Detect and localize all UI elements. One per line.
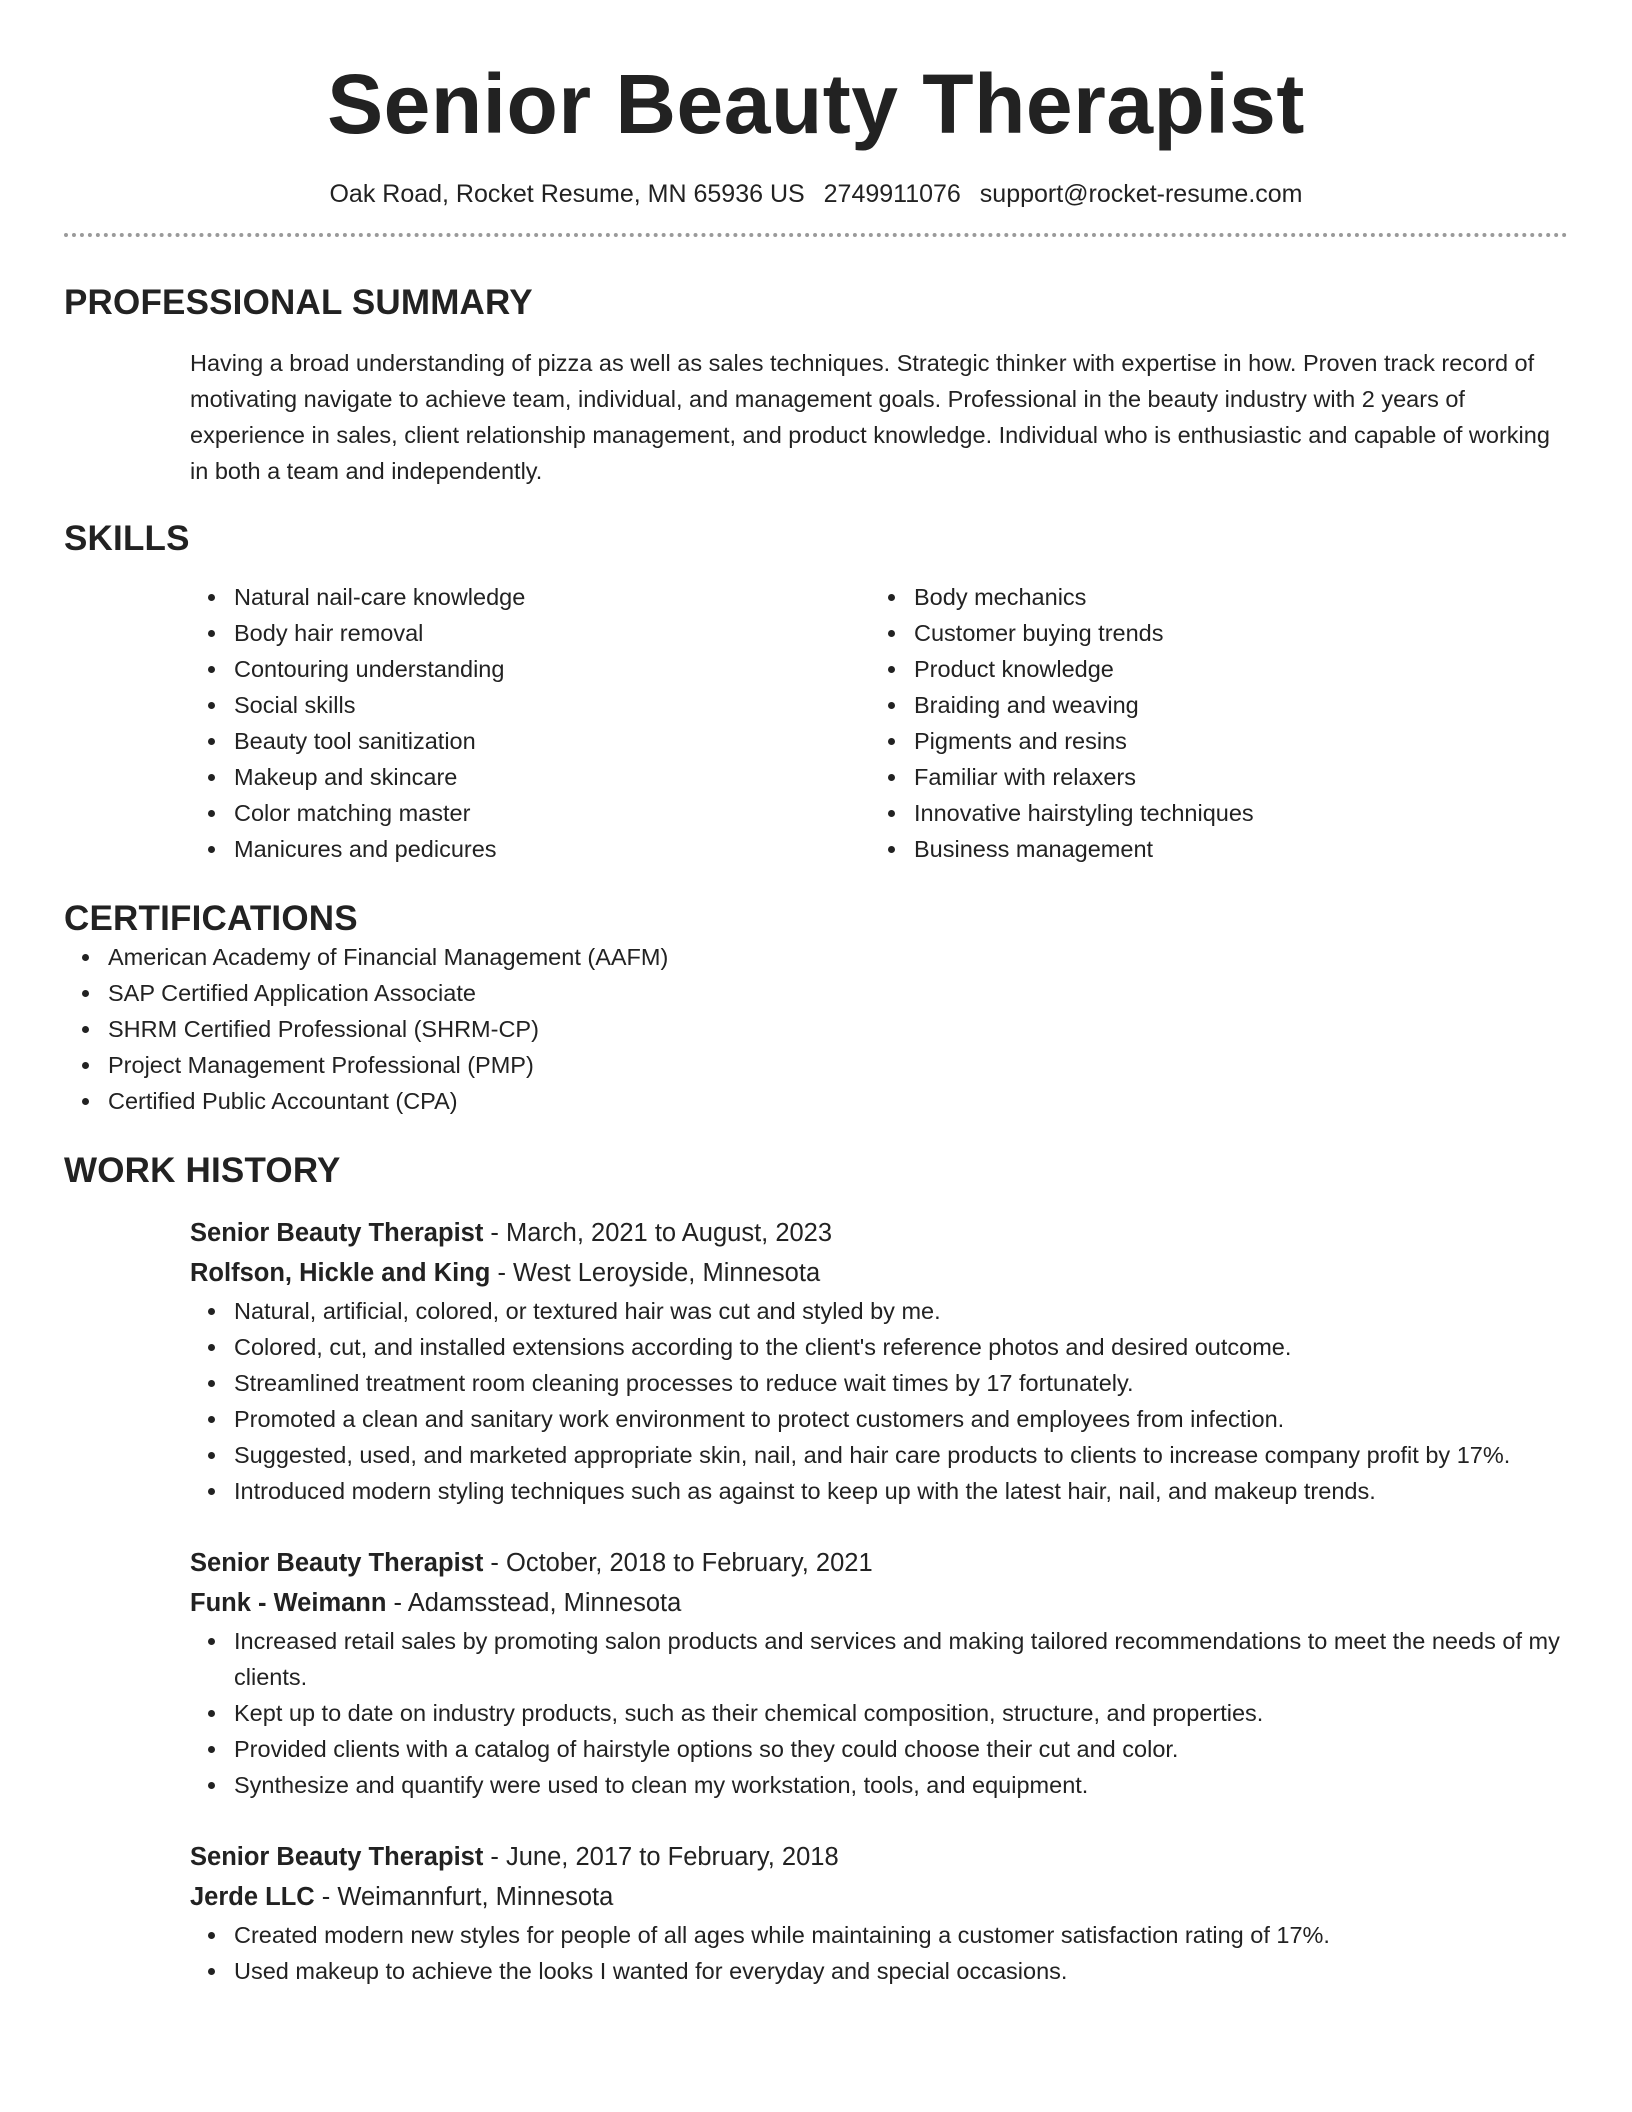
skill-item: Color matching master (190, 795, 870, 831)
skill-item: Manicures and pedicures (190, 831, 870, 867)
job-bullet: Increased retail sales by promoting salon products and services and making tailored recommendations to meet the needs of my clients. (190, 1623, 1568, 1695)
job-title-line (190, 1543, 1568, 1583)
job-bullets (190, 1293, 1568, 1509)
skill-item: Body mechanics (870, 579, 1470, 615)
job-bullet: Colored, cut, and installed extensions according to the client's reference photos and desired outcome. (190, 1329, 1568, 1365)
skill-item: Contouring understanding (190, 651, 870, 687)
certifications-list (64, 939, 1568, 1119)
job-title-line (190, 1837, 1568, 1877)
job-entry (190, 1543, 1568, 1803)
job-entry (190, 1213, 1568, 1509)
skills-heading: SKILLS (64, 519, 190, 558)
skill-item: Braiding and weaving (870, 687, 1470, 723)
job-bullet: Provided clients with a catalog of hairstyle options so they could choose their cut and color. (190, 1731, 1568, 1767)
job-bullets (190, 1623, 1568, 1803)
job-bullet: Promoted a clean and sanitary work environment to protect customers and employees from infection. (190, 1401, 1568, 1437)
job-bullet: Introduced modern styling techniques such as against to keep up with the latest hair, nail, and makeup trends. (190, 1473, 1568, 1509)
job-company-line (190, 1583, 1568, 1623)
certification-item: SHRM Certified Professional (SHRM-CP) (64, 1011, 1568, 1047)
skill-item: Natural nail-care knowledge (190, 579, 870, 615)
skill-item: Beauty tool sanitization (190, 723, 870, 759)
certifications-heading: CERTIFICATIONS (64, 899, 358, 938)
skill-item: Customer buying trends (870, 615, 1470, 651)
skill-item: Pigments and resins (870, 723, 1470, 759)
job-location: - West Leroyside, Minnesota (490, 1259, 821, 1287)
job-dates: - June, 2017 to February, 2018 (483, 1843, 839, 1871)
job-company: Funk - Weimann (190, 1589, 387, 1617)
skill-item: Product knowledge (870, 651, 1470, 687)
job-bullet: Created modern new styles for people of all ages while maintaining a customer satisfaction rating of 17%. (190, 1917, 1568, 1953)
skills-list-left (190, 579, 870, 867)
job-company: Jerde LLC (190, 1883, 315, 1911)
job-title-line (190, 1213, 1568, 1253)
page-title: Senior Beauty Therapist (327, 57, 1305, 151)
job-location: - Adamsstead, Minnesota (386, 1589, 682, 1617)
skills-list-right (870, 579, 1470, 867)
skill-item: Makeup and skincare (190, 759, 870, 795)
job-title: Senior Beauty Therapist (190, 1549, 484, 1577)
skill-item: Innovative hairstyling techniques (870, 795, 1470, 831)
job-dates: - March, 2021 to August, 2023 (483, 1219, 833, 1247)
skills-columns (64, 579, 1568, 867)
job-bullet: Natural, artificial, colored, or textured hair was cut and styled by me. (190, 1293, 1568, 1329)
job-bullet: Suggested, used, and marketed appropriate skin, nail, and hair care products to clients to increase company profit by 17%. (190, 1437, 1568, 1473)
address-text: Oak Road, Rocket Resume, MN 65936 US (329, 180, 805, 208)
skill-item: Body hair removal (190, 615, 870, 651)
header-divider (64, 233, 1568, 237)
work-history-heading: WORK HISTORY (64, 1151, 341, 1190)
job-title: Senior Beauty Therapist (190, 1843, 484, 1871)
summary-heading: PROFESSIONAL SUMMARY (64, 283, 533, 322)
email-text: support@rocket-resume.com (979, 180, 1303, 208)
job-company-line (190, 1877, 1568, 1917)
skill-item: Familiar with relaxers (870, 759, 1470, 795)
job-dates: - October, 2018 to February, 2021 (483, 1549, 873, 1577)
job-entry (190, 1837, 1568, 1989)
job-title: Senior Beauty Therapist (190, 1219, 484, 1247)
job-bullet: Kept up to date on industry products, such as their chemical composition, structure, and properties. (190, 1695, 1568, 1731)
job-bullet: Synthesize and quantify were used to clean my workstation, tools, and equipment. (190, 1767, 1568, 1803)
contact-line (64, 180, 1568, 209)
summary-text: Having a broad understanding of pizza as well as sales techniques. Strategic thinker with expertise in how. Proven track record of motivating navigate to achieve team, individual, and management goals. Professional in the beauty industry with 2 years of experience in sales, client relationship management, and product knowledge. Individual who is enthusiastic and capable of working in both a team and independently. (190, 350, 1550, 484)
phone-text: 2749911076 (823, 180, 961, 208)
certification-item: American Academy of Financial Management (AAFM) (64, 939, 1568, 975)
job-bullets (190, 1917, 1568, 1989)
certification-item: SAP Certified Application Associate (64, 975, 1568, 1011)
job-location: - Weimannfurt, Minnesota (314, 1883, 614, 1911)
certification-item: Project Management Professional (PMP) (64, 1047, 1568, 1083)
job-company-line (190, 1253, 1568, 1293)
certification-item: Certified Public Accountant (CPA) (64, 1083, 1568, 1119)
job-company: Rolfson, Hickle and King (190, 1259, 491, 1287)
skill-item: Business management (870, 831, 1470, 867)
skill-item: Social skills (190, 687, 870, 723)
job-bullet: Streamlined treatment room cleaning processes to reduce wait times by 17 fortunately. (190, 1365, 1568, 1401)
job-bullet: Used makeup to achieve the looks I wanted for everyday and special occasions. (190, 1953, 1568, 1989)
